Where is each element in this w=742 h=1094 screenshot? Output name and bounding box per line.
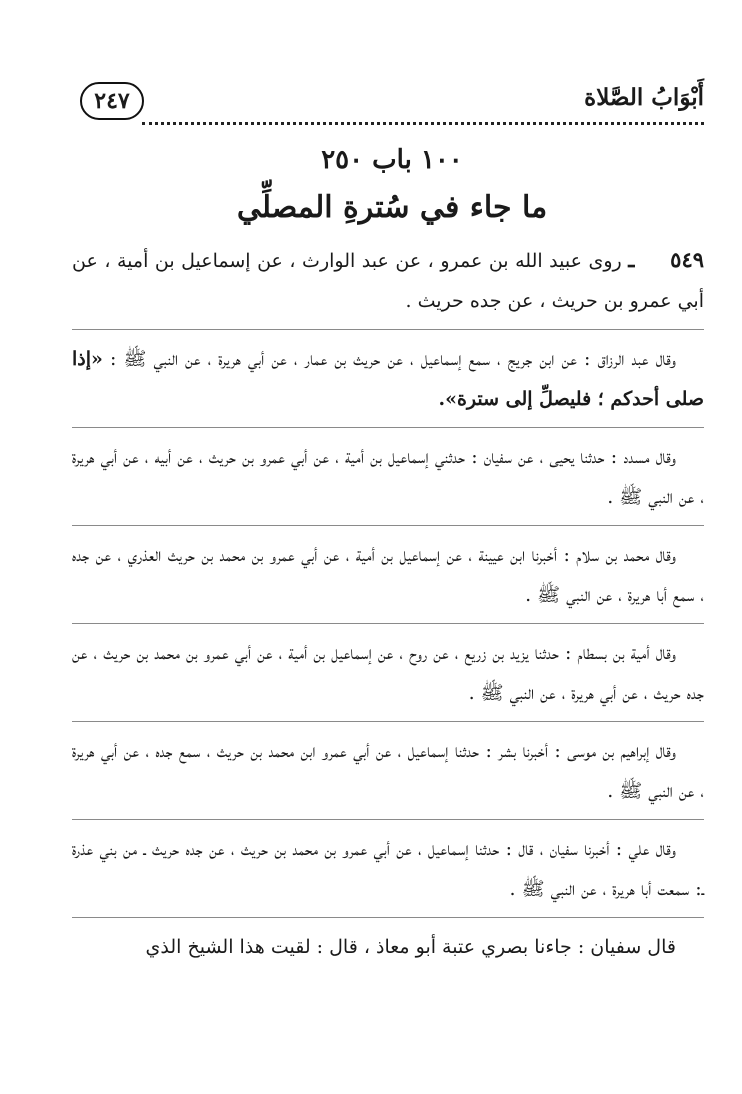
hadith-paragraph-1 (72, 240, 704, 330)
paragraph-text: قال سفيان : جاءنا بصري عتبة أبو معاذ ، قال : لقيت هذا الشيخ الذي (145, 936, 676, 958)
header-dotted-rule (142, 122, 704, 125)
paragraph-text: وقال أمية بن بسطام : حدثنا يزيد بن زريع ، عن روح ، عن إسماعيل بن أمية ، عن أبي عمرو بن محمد بن حريث ، عن جده حريث ، عن أبي هريرة ، عن النبي ﷺ . (72, 642, 704, 704)
hadith-paragraph-6 (72, 731, 704, 820)
hadith-paragraph-5 (72, 633, 704, 722)
body-text (72, 240, 704, 984)
chapter-number-heading: ١٠٠ باب ٢٥٠ (321, 145, 463, 175)
paragraph-text: وقال محمد بن سلام : أخبرنا ابن عيينة ، عن إسماعيل بن أمية ، عن أبي عمرو بن محمد بن حريث العذري ، عن جده ، سمع أبا هريرة ، عن النبي ﷺ . (72, 544, 704, 606)
prophetic-quote: «إذا صلى أحدكم ؛ فليصلِّ إلى سترة». (72, 348, 704, 410)
paragraph-text: وقال علي : أخبرنا سفيان ، قال : حدثنا إسماعيل ، عن أبي عمرو بن محمد بن حريث ، عن جده حريث ـ من بني عذرة ـ: سمعت أبا هريرة ، عن النبي ﷺ . (72, 838, 704, 900)
page-header (80, 82, 704, 130)
hadith-paragraph-2 (72, 339, 704, 428)
page-number-badge: ٢٤٧ (80, 82, 144, 120)
paragraph-text: روى عبيد الله بن عمرو ، عن عبد الوارث ، عن إسماعيل بن أمية ، عن أبي عمرو بن حريث ، عن جده حريث . (72, 250, 704, 312)
hadith-paragraph-7 (72, 829, 704, 918)
chapter-running-title: أَبْوَابُ الصَّلاة (584, 84, 704, 111)
hadith-paragraph-3 (72, 437, 704, 526)
paragraph-text: وقال مسدد : حدثنا يحيى ، عن سفيان : حدثني إسماعيل بن أمية ، عن أبي عمرو بن حريث ، عن أبيه ، عن أبي هريرة ، عن النبي ﷺ . (72, 446, 704, 508)
hadith-paragraph-8 (72, 927, 704, 975)
hadith-paragraph-4 (72, 535, 704, 624)
hadith-number: ٥٤٩ ـ (628, 247, 705, 272)
paragraph-text: وقال إبراهيم بن موسى : أخبرنا بشر : حدثنا إسماعيل ، عن أبي عمرو ابن محمد بن حريث ، سمع جده ، عن أبي هريرة ، عن النبي ﷺ . (72, 740, 704, 802)
paragraph-text: وقال عبد الرزاق : عن ابن جريج ، سمع إسماعيل ، عن حريث بن عمار ، عن أبي هريرة ، عن النبي ﷺ : (109, 348, 676, 370)
section-title: ما جاء في سُترةِ المصلِّي (236, 190, 548, 225)
